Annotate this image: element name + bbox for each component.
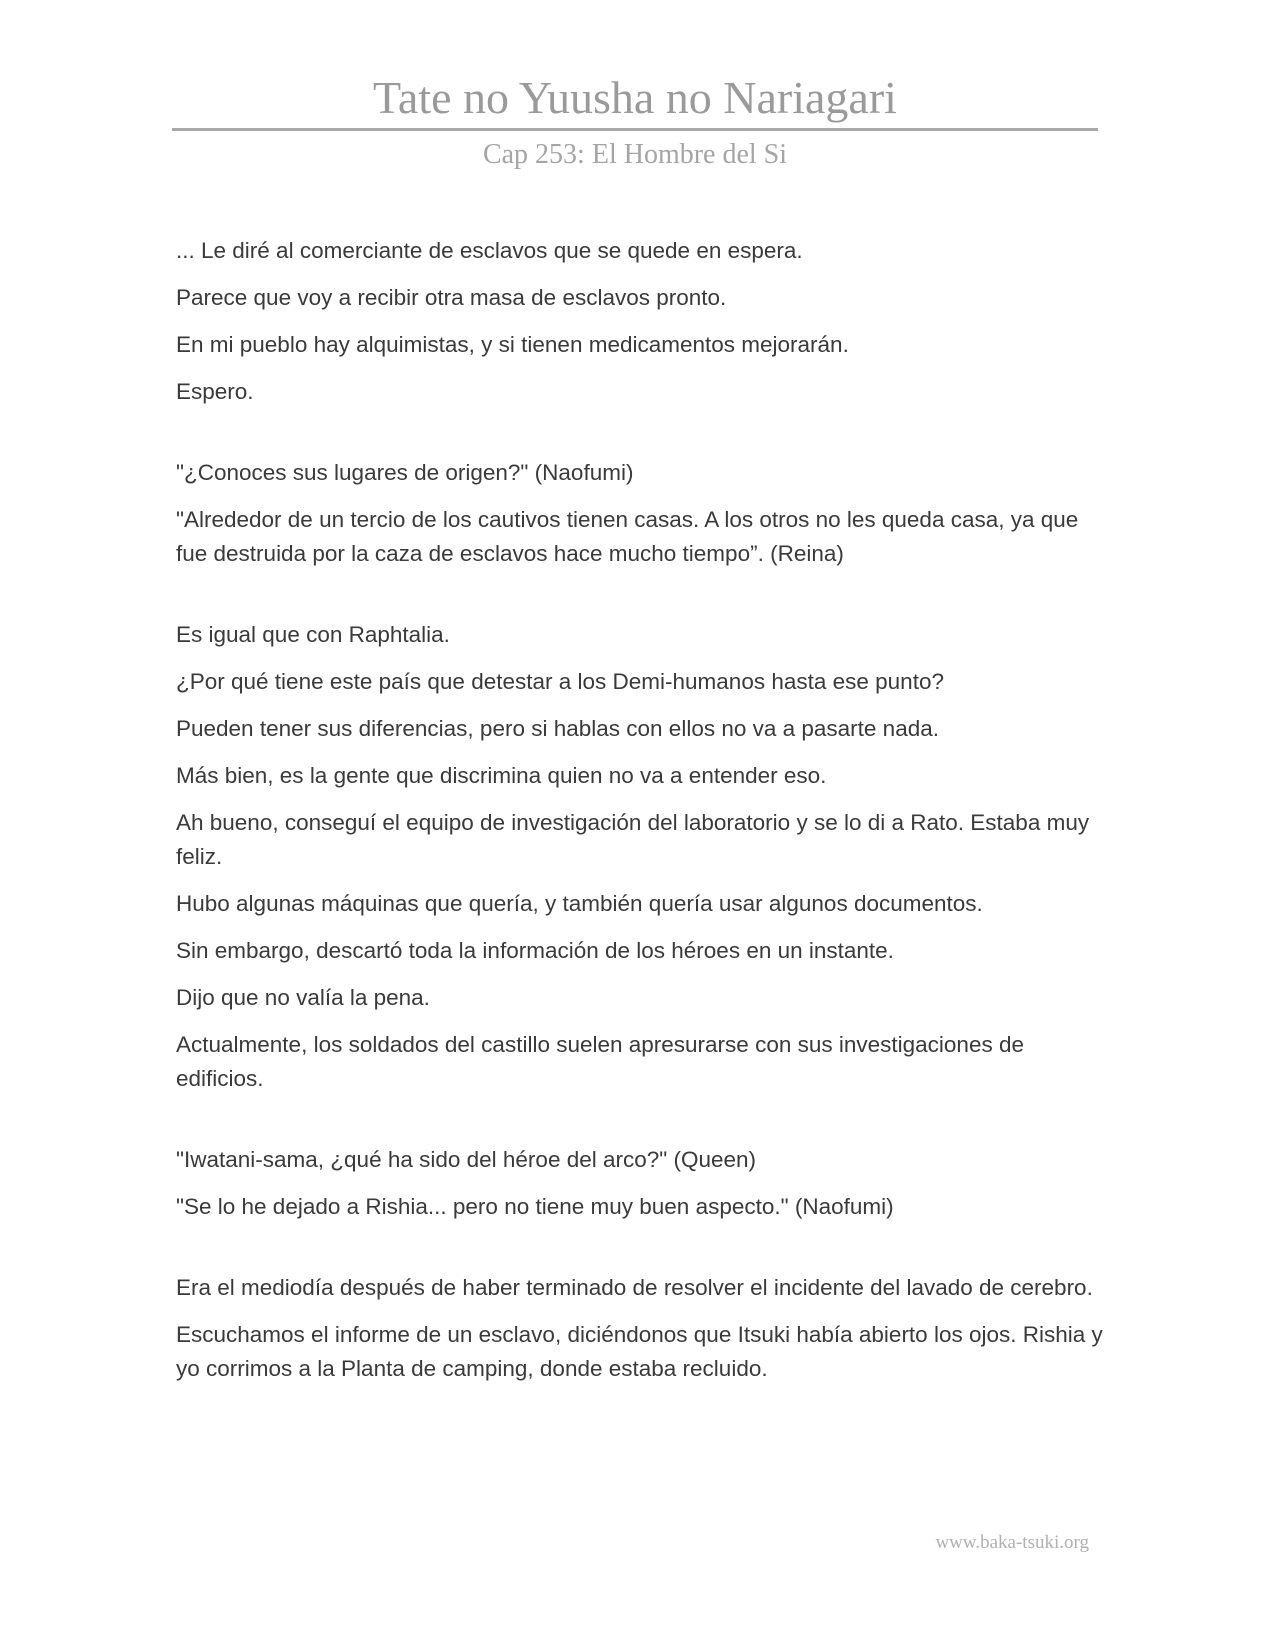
paragraph: Hubo algunas máquinas que quería, y también quería usar algunos documentos. bbox=[176, 891, 983, 916]
paragraph: Es igual que con Raphtalia. bbox=[176, 622, 450, 647]
paragraph: Ah bueno, conseguí el equipo de investigación del laboratorio y se lo di a Rato. Estaba muy feliz. bbox=[176, 810, 1090, 869]
paragraph: Pueden tener sus diferencias, pero si hablas con ellos no va a pasarte nada. bbox=[176, 716, 939, 741]
document-title: Tate no Yuusha no Nariagari bbox=[172, 70, 1098, 131]
paragraph: ... Le diré al comerciante de esclavos que se quede en espera. bbox=[176, 238, 803, 263]
paragraph: Sin embargo, descartó toda la información de los héroes en un instante. bbox=[176, 938, 894, 963]
footer-site-url: www.baka-tsuki.org bbox=[935, 1532, 1089, 1553]
page-header bbox=[172, 70, 1098, 175]
section-break bbox=[176, 422, 1106, 456]
paragraph: Dijo que no valía la pena. bbox=[176, 985, 430, 1010]
paragraph: Actualmente, los soldados del castillo suelen apresurarse con sus investigaciones de edificios. bbox=[176, 1032, 1024, 1091]
paragraph: ¿Por qué tiene este país que detestar a los Demi-humanos hasta ese punto? bbox=[176, 669, 944, 694]
paragraph: En mi pueblo hay alquimistas, y si tienen medicamentos mejorarán. bbox=[176, 332, 849, 357]
section-break bbox=[176, 1237, 1106, 1271]
dialogue-line: "Iwatani-sama, ¿qué ha sido del héroe del arco?" (Queen) bbox=[176, 1147, 757, 1172]
section-break bbox=[176, 1109, 1106, 1143]
paragraph: Era el mediodía después de haber terminado de resolver el incidente del lavado de cerebro. bbox=[176, 1275, 1093, 1300]
chapter-subtitle: Cap 253: El Hombre del Si bbox=[482, 139, 788, 170]
dialogue-line: "Se lo he dejado a Rishia... pero no tiene muy buen aspecto." (Naofumi) bbox=[176, 1194, 894, 1219]
chapter-text bbox=[176, 234, 1106, 1399]
paragraph: Más bien, es la gente que discrimina quien no va a entender eso. bbox=[176, 763, 827, 788]
dialogue-line: "Alrededor de un tercio de los cautivos tienen casas. A los otros no les queda casa, ya que fue destruida por la caza de esclavos hace mucho tiempo”. (Reina) bbox=[176, 507, 1079, 566]
dialogue-line: "¿Conoces sus lugares de origen?" (Naofumi) bbox=[176, 460, 634, 485]
paragraph: Parece que voy a recibir otra masa de esclavos pronto. bbox=[176, 285, 727, 310]
paragraph: Espero. bbox=[176, 379, 254, 404]
paragraph: Escuchamos el informe de un esclavo, diciéndonos que Itsuki había abierto los ojos. Rishia y yo corrimos a la Planta de camping, donde estaba recluido. bbox=[176, 1322, 1103, 1381]
section-break bbox=[176, 584, 1106, 618]
